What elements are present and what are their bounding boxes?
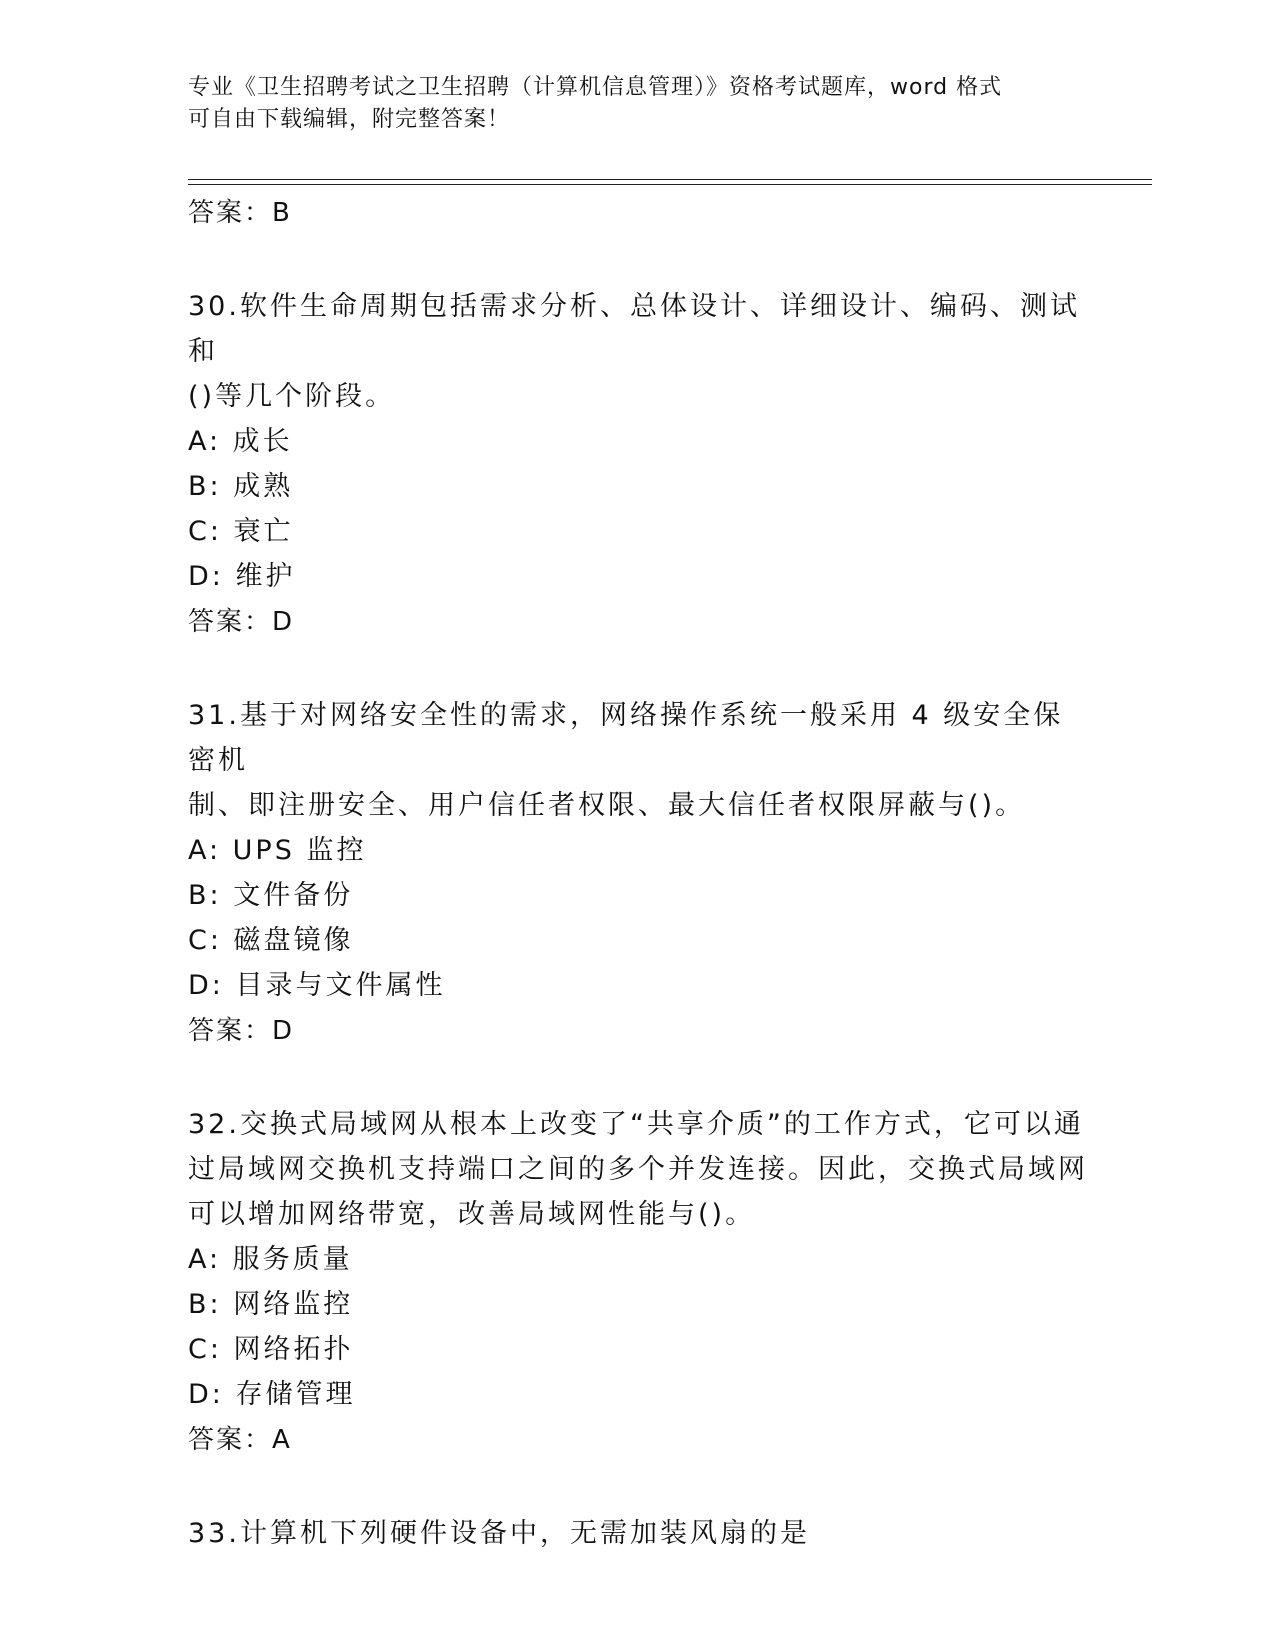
option-c: C: 网络拓扑 <box>188 1334 354 1365</box>
question-block <box>188 693 1088 1054</box>
question-text: 32.交换式局域网从根本上改变了“共享介质”的工作方式，它可以通 <box>188 1109 1084 1140</box>
option-b: B: 网络监控 <box>188 1289 354 1320</box>
option-d: D: 目录与文件属性 <box>188 970 446 1001</box>
header-line-1: 专业《卫生招聘考试之卫生招聘（计算机信息管理）》资格考试题库，word 格式 <box>188 75 1003 100</box>
option-a: A: 成长 <box>188 426 293 457</box>
spacer <box>188 236 1088 284</box>
answer-line: 答案：D <box>188 607 295 637</box>
spacer <box>188 645 1088 693</box>
question-text: 可以增加网络带宽，改善局域网性能与()。 <box>188 1199 756 1230</box>
option-a: A: 服务质量 <box>188 1244 353 1275</box>
question-text: 30.软件生命周期包括需求分析、总体设计、详细设计、编码、测试和 <box>188 291 1080 367</box>
option-a: A: UPS 监控 <box>188 835 367 866</box>
header-divider-bottom <box>188 184 1152 185</box>
option-d: D: 维护 <box>188 561 296 592</box>
question-block <box>188 1511 1088 1556</box>
question-block <box>188 1102 1088 1463</box>
header-line-2: 可自由下载编辑，附完整答案！ <box>188 107 511 132</box>
question-list <box>188 190 1088 1556</box>
option-d: D: 存储管理 <box>188 1379 356 1410</box>
question-block <box>188 284 1088 645</box>
option-c: C: 磁盘镜像 <box>188 925 354 956</box>
answer-line: 答案：D <box>188 1016 295 1046</box>
spacer <box>188 1054 1088 1102</box>
question-text: 31.基于对网络安全性的需求，网络操作系统一般采用 4 级安全保密机 <box>188 700 1064 776</box>
answer-line: 答案：B <box>188 198 292 228</box>
option-b: B: 成熟 <box>188 471 294 502</box>
question-text: 33.计算机下列硬件设备中，无需加装风扇的是 <box>188 1518 810 1549</box>
answer-line: 答案：A <box>188 1425 292 1455</box>
question-text: 制、即注册安全、用户信任者权限、最大信任者权限屏蔽与()。 <box>188 790 1026 821</box>
option-b: B: 文件备份 <box>188 880 354 911</box>
header-divider-top <box>188 179 1152 180</box>
option-c: C: 衰亡 <box>188 516 294 547</box>
question-text: 过局域网交换机支持端口之间的多个并发连接。因此，交换式局域网 <box>188 1154 1088 1185</box>
document-header <box>188 72 1068 136</box>
question-text: ()等几个阶段。 <box>188 381 396 412</box>
spacer <box>188 1463 1088 1511</box>
